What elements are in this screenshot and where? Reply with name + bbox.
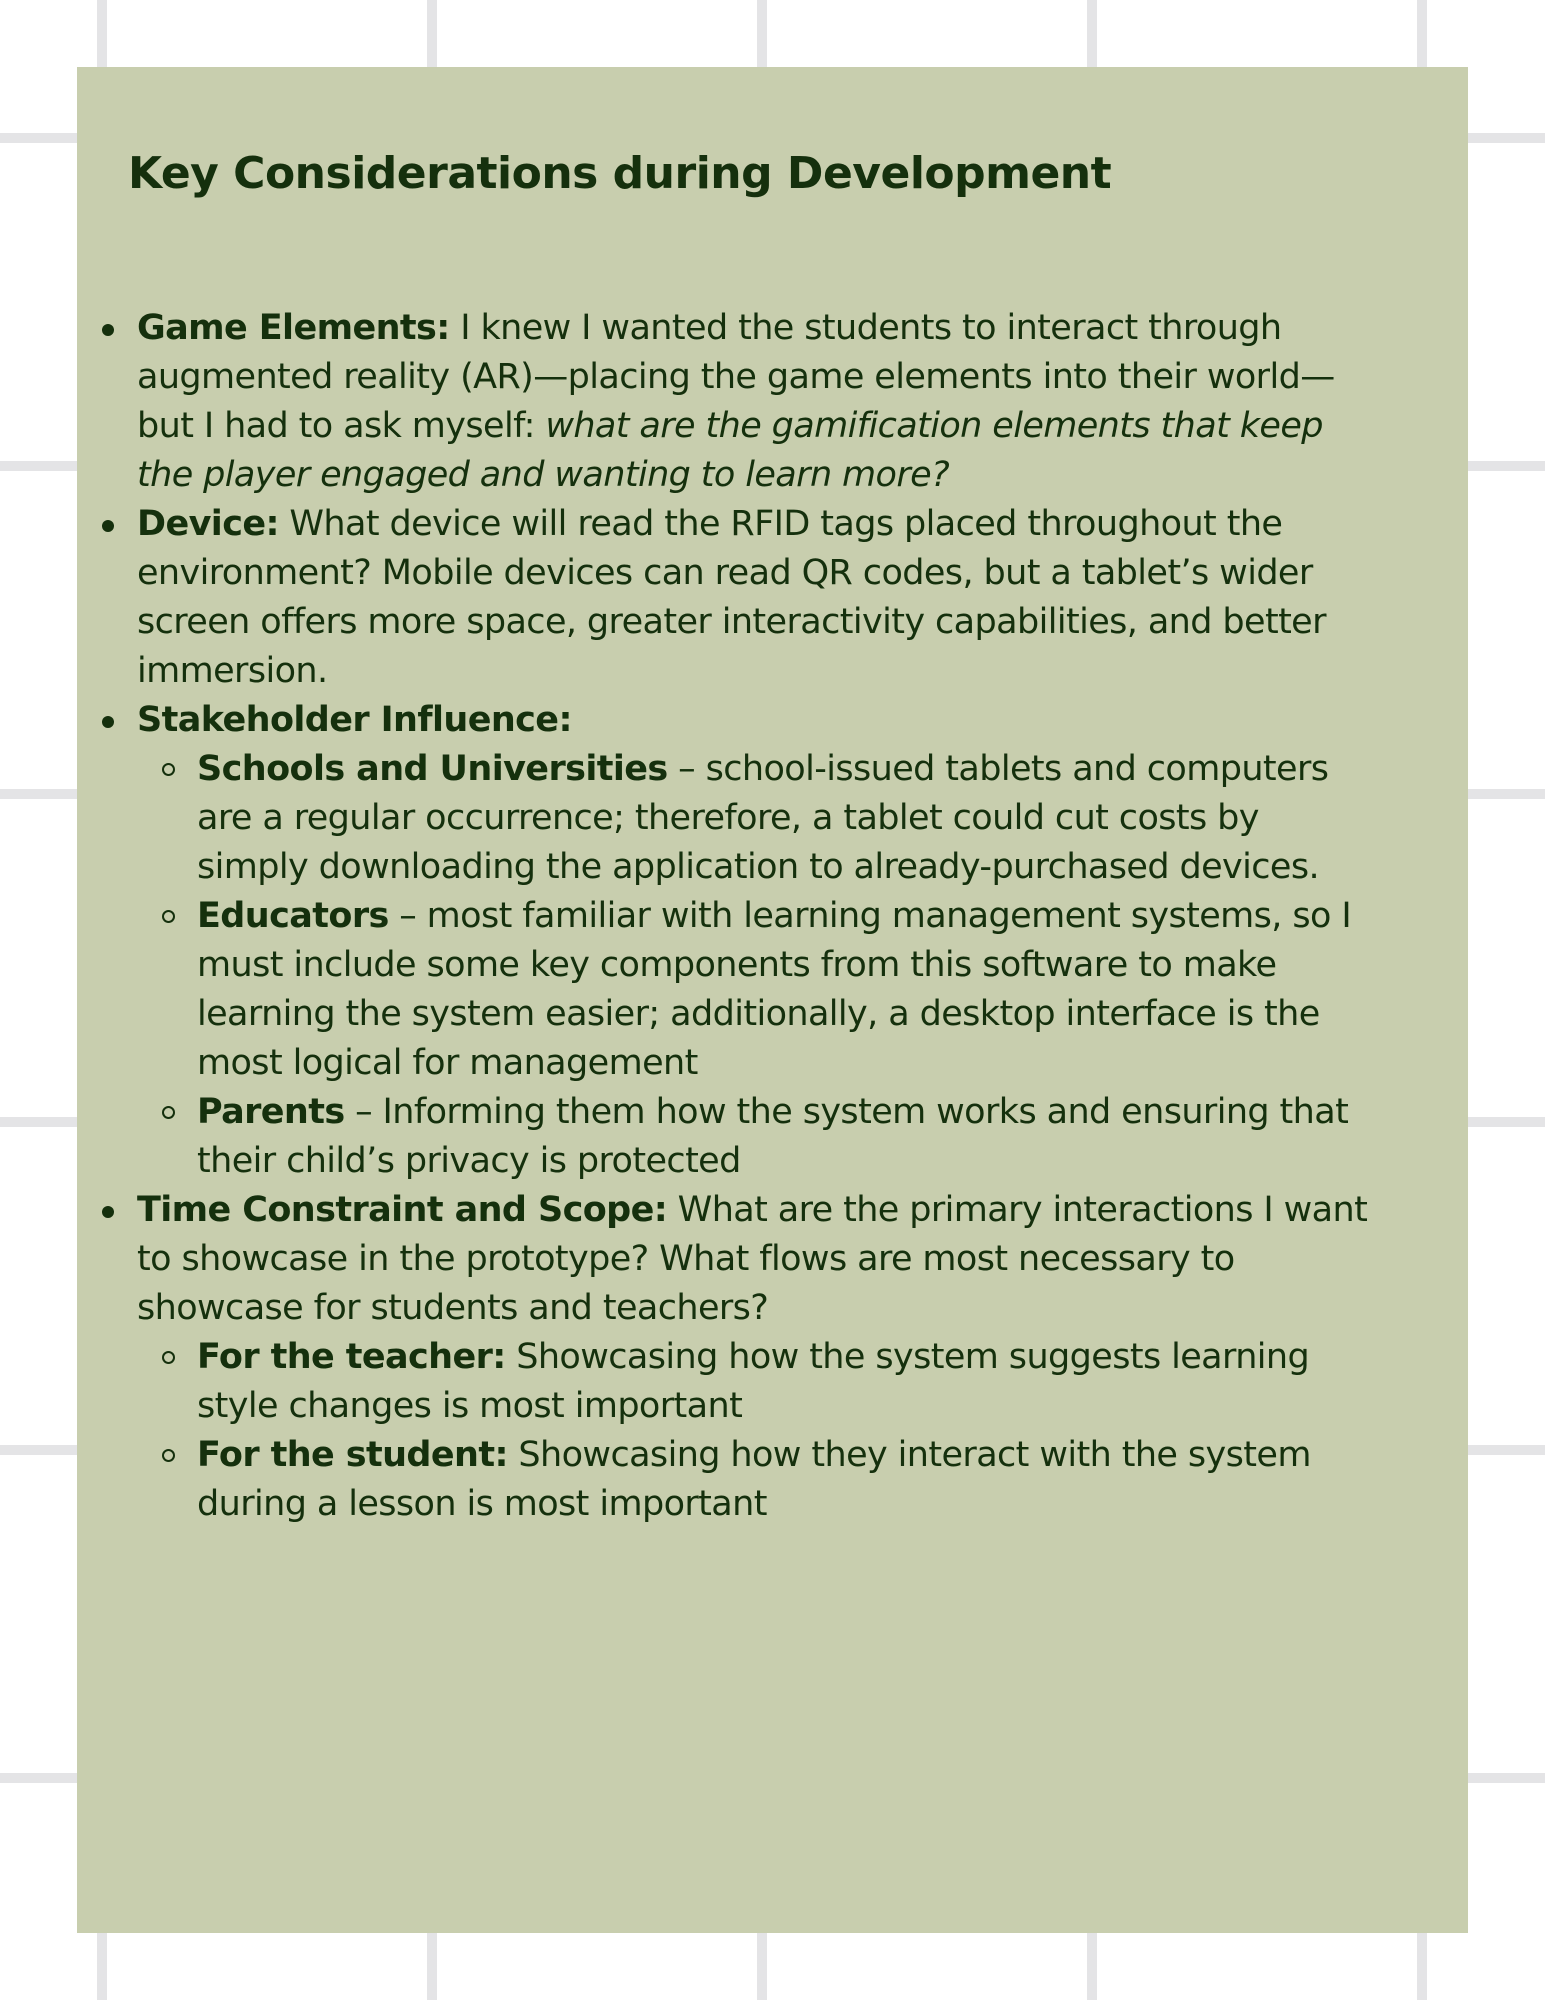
list-item-time-constraint — [137, 1186, 1377, 1529]
sub-item-educators — [197, 892, 1377, 1088]
scope-sublist — [137, 1333, 1377, 1529]
item-label: Game Elements: — [137, 308, 450, 348]
item-label: Device: — [137, 504, 279, 544]
sub-item-label: For the student: — [197, 1435, 508, 1475]
stakeholder-sublist — [137, 745, 1377, 1186]
sub-item-student — [197, 1431, 1377, 1529]
sub-item-schools — [197, 745, 1377, 892]
sub-item-text: – most familiar with learning management systems, so I must include some key components from this software to make learning the system easier; additionally, a desktop interface is the most logical for management — [197, 896, 1352, 1083]
sub-item-text: – Informing them how the system works and ensuring that their child’s privacy is protected — [197, 1092, 1349, 1181]
considerations-list — [137, 304, 1377, 1529]
item-text: What are the primary interactions I want to showcase in the prototype? What flows are most necessary to showcase for students and teachers? — [137, 1190, 1368, 1328]
sub-item-teacher — [197, 1333, 1377, 1431]
sub-item-text: Showcasing how they interact with the system during a lesson is most important — [197, 1435, 1311, 1524]
sub-item-label: Schools and Universities — [197, 749, 668, 789]
item-italic-text: what are the gamification elements that keep the player engaged and wanting to learn more? — [137, 406, 1323, 495]
sub-item-text: – school-issued tablets and computers are a regular occurrence; therefore, a tablet could cut costs by simply downloading the application to already-purchased devices. — [197, 749, 1329, 887]
sub-item-parents — [197, 1088, 1377, 1186]
list-item-game-elements — [137, 304, 1377, 500]
sub-item-label: Parents — [197, 1092, 345, 1132]
item-label: Stakeholder Influence: — [137, 700, 572, 740]
sub-item-label: Educators — [197, 896, 389, 936]
item-label: Time Constraint and Scope: — [137, 1190, 668, 1230]
item-text: What device will read the RFID tags placed throughout the environment? Mobile devices can read QR codes, but a tablet’s wider screen offers more space, greater interactivity capabilities, and better immersion. — [137, 504, 1326, 691]
list-item-device — [137, 500, 1377, 696]
sub-item-label: For the teacher: — [197, 1337, 506, 1377]
item-text: I knew I wanted the students to interact through augmented reality (AR)—placing the game elements into their world—but I had to ask myself: — [137, 308, 1335, 446]
list-item-stakeholder-influence — [137, 696, 1377, 1186]
page-title: Key Considerations during Development — [128, 148, 1112, 199]
sub-item-text: Showcasing how the system suggests learning style changes is most important — [197, 1337, 1310, 1426]
